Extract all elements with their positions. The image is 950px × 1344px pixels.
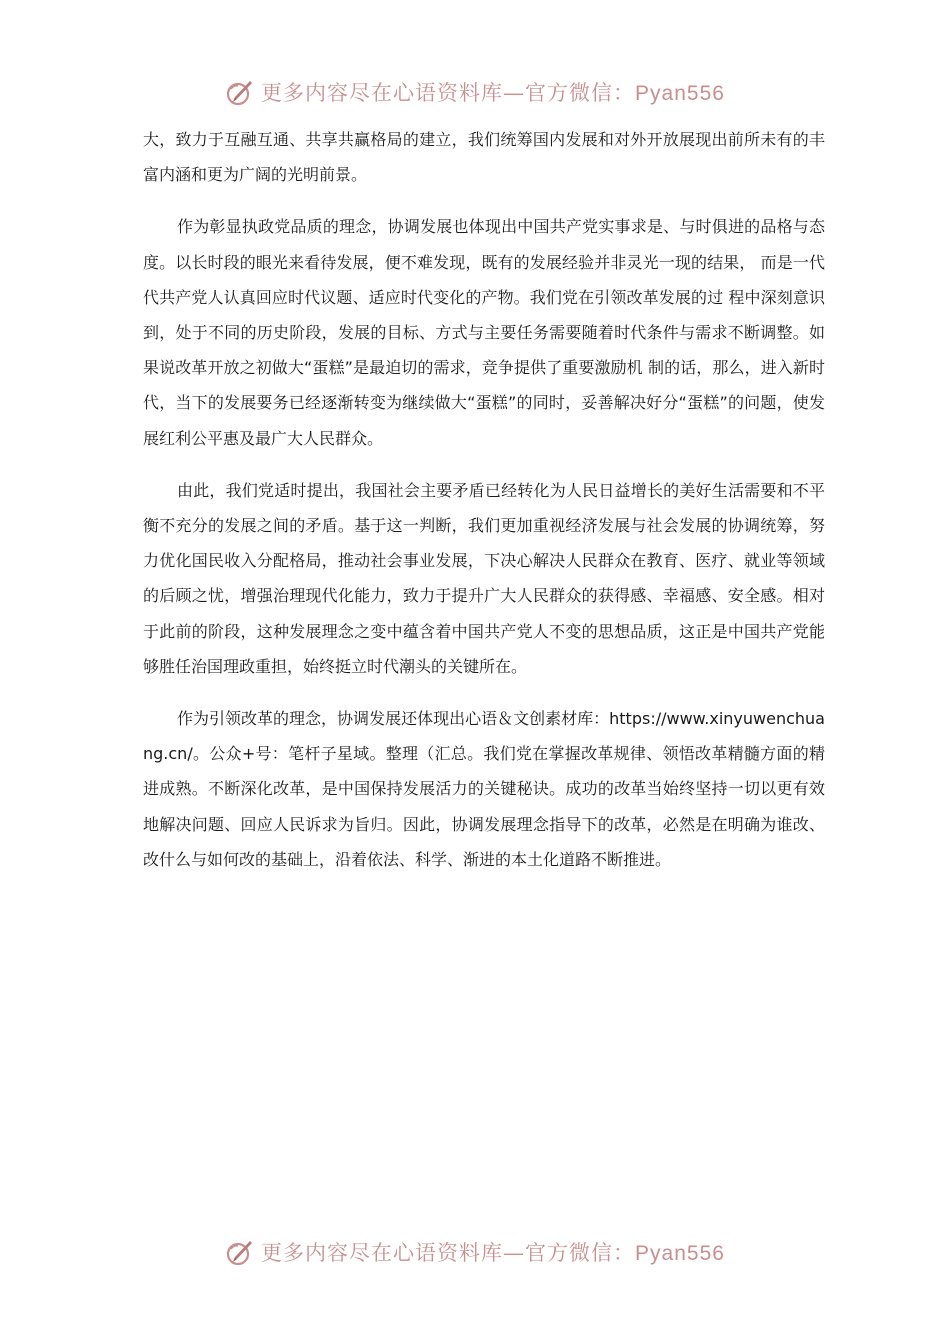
watermark-account: Pyan556 bbox=[635, 1242, 725, 1265]
watermark-label: 官方微信： bbox=[525, 81, 636, 105]
watermark-separator: — bbox=[503, 1241, 526, 1265]
watermark-label: 官方微信： bbox=[525, 1241, 636, 1265]
watermark-main: 更多内容尽在心语资料库 bbox=[261, 1241, 504, 1265]
footer-watermark bbox=[0, 1232, 950, 1272]
paragraph-4: 作为引领改革的理念，协调发展还体现出心语＆文创素材库：https://www.xinyuwenchuang.cn/。公众+号：笔杆子星域。整理（汇总。我们党在掌握改革规律、领悟改革精髓方面的精进成熟。不断深化改革，是中国保持发展活力的关键秘诀。成功的改革当始终坚持一切以更有效地解决问题、回应人民诉求为旨归。因此，协调发展理念指导下的改革，必然是在明确为谁改、改什么与如何改的基础上，沿着依法、科学、渐进的本土化道路不断推进。 bbox=[143, 709, 825, 869]
paragraph-2: 作为彰显执政党品质的理念，协调发展也体现出中国共产党实事求是、与时俱进的品格与态度。以长时段的眼光来看待发展，便不难发现，既有的发展经验并非灵光一现的结果， 而是一代代共产党人认真回应时代议题、适应时代变化的产物。我们党在引领改革发展的过 程中深刻意识到，处于不同的历史阶段，发展的目标、方式与主要任务需要随着时代条件与需求不断调整。如果说改革开放之初做大“蛋糕”是最迫切的需求，竞争提供了重要激励机 制的话，那么，进入新时代，当下的发展要务已经逐渐转变为继续做大“蛋糕”的同时，妥善解决好分“蛋糕”的问题，使发展红利公平惠及最广大人民群众。 bbox=[143, 217, 825, 448]
document-body bbox=[143, 122, 825, 894]
watermark-text bbox=[261, 1237, 725, 1267]
header-watermark bbox=[0, 72, 950, 112]
watermark-account: Pyan556 bbox=[635, 82, 725, 105]
paragraph-1: 大，致力于互融互通、共享共赢格局的建立，我们统筹国内发展和对外开放展现出前所未有的丰富内涵和更为广阔的光明前景。 bbox=[143, 130, 825, 185]
watermark-main: 更多内容尽在心语资料库 bbox=[261, 81, 504, 105]
watermark-separator: — bbox=[503, 81, 526, 105]
quill-pen-seal-icon bbox=[225, 1237, 255, 1267]
watermark-text bbox=[261, 77, 725, 107]
paragraph-3: 由此，我们党适时提出，我国社会主要矛盾已经转化为人民日益增长的美好生活需要和不平衡不充分的发展之间的矛盾。基于这一判断，我们更加重视经济发展与社会发展的协调统筹，努力优化国民收入分配格局，推动社会事业发展，下决心解决人民群众在教育、医疗、就业等领域的后顾之忧，增强治理现代化能力，致力于提升广大人民群众的获得感、幸福感、安全感。相对于此前的阶段，这种发展理念之变中蕴含着中国共产党人不变的思想品质，这正是中国共产党能够胜任治国理政重担，始终挺立时代潮头的关键所在。 bbox=[143, 480, 825, 676]
quill-pen-seal-icon bbox=[225, 77, 255, 107]
